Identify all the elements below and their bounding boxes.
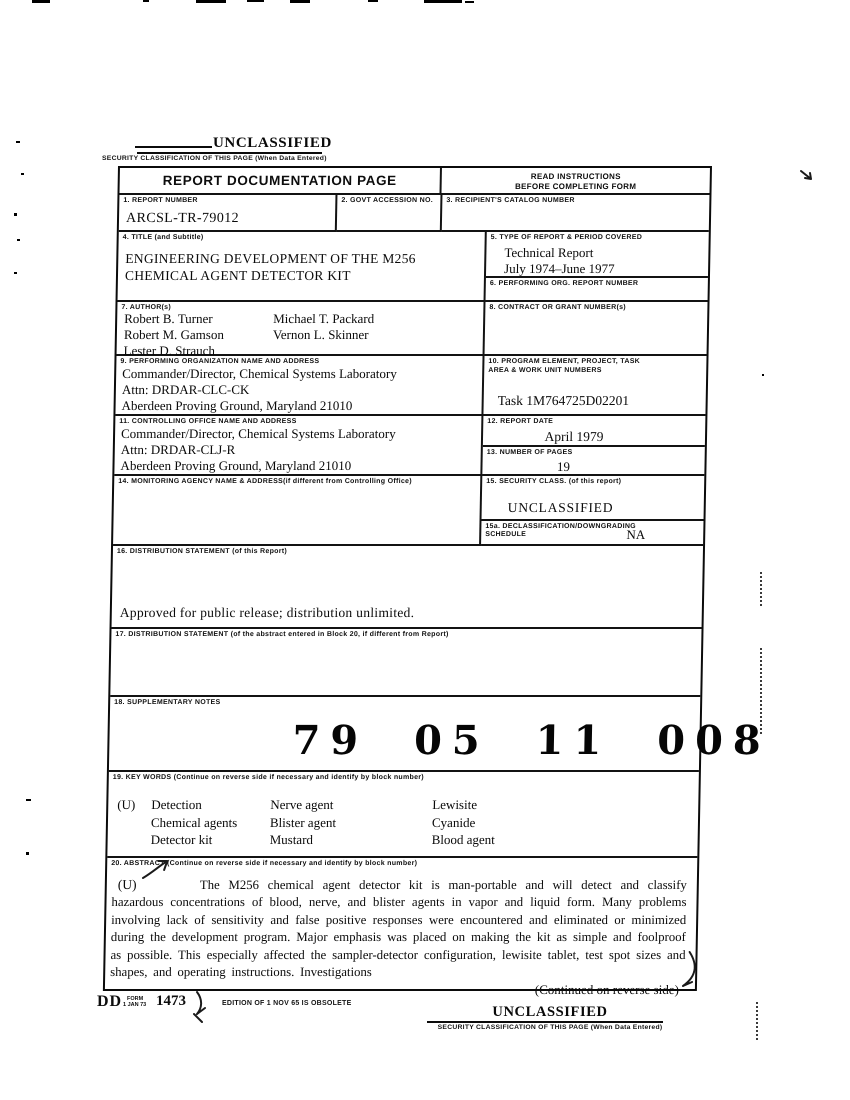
dd-mark: DD [97, 993, 123, 1010]
block1-value: ARCSL-TR-79012 [125, 210, 240, 226]
keyword: Chemical agents [150, 814, 238, 830]
block6-performing-org-number [486, 278, 708, 302]
block3-label: 3. RECIPIENT'S CATALOG NUMBER [446, 197, 575, 204]
block18-label: 18. SUPPLEMENTARY NOTES [114, 699, 221, 706]
block5-value-line2: July 1974–June 1977 [503, 261, 615, 276]
abstract-continued-note: (Continued on reverse side) [534, 982, 680, 997]
block8-contract-number [485, 302, 708, 356]
block15-label: 15. SECURITY CLASS. (of this report) [486, 478, 622, 485]
scan-speck [14, 272, 17, 274]
block13-value: 19 [556, 458, 571, 474]
block18-supplementary-notes [109, 697, 772, 772]
block10-label: 10. PROGRAM ELEMENT, PROJECT, TASK AREA & WORK UNIT NUMBERS [488, 358, 641, 374]
address-line: Attn: DRDAR-CLJ-R [120, 442, 236, 457]
scan-speck [26, 852, 29, 855]
date-stamp: 79 05 11 008 [292, 717, 772, 764]
block16-label: 16. DISTRIBUTION STATEMENT (of this Report) [116, 548, 288, 555]
keyword: Nerve agent [270, 797, 334, 812]
block10-value: Task 1M764725D02201 [497, 393, 630, 408]
scan-dotted-line [756, 1002, 758, 1040]
author: Robert M. Gamson [123, 327, 225, 342]
block15a-value: NA [626, 527, 646, 542]
dd-form-word: FORM [127, 996, 144, 1002]
block6-label: 6. PERFORMING ORG. REPORT NUMBER [489, 280, 639, 287]
block9-performing-org [115, 356, 484, 416]
author: Lester D. Strauch [123, 343, 216, 358]
pen-check-mark [798, 168, 818, 186]
block4-label: 4. TITLE (and Subtitle) [122, 234, 204, 241]
bottom-underline [427, 1021, 663, 1023]
scan-speck [424, 0, 462, 3]
block1-report-number [119, 195, 338, 232]
scan-speck [196, 0, 226, 3]
scan-speck [290, 0, 310, 3]
read-instructions-line2: BEFORE COMPLETING FORM [514, 182, 637, 191]
dd-form-edition-stack [123, 996, 146, 1008]
bottom-classification: UNCLASSIFIED [492, 1004, 608, 1020]
block14-monitoring-agency [113, 476, 482, 546]
address-line: Aberdeen Proving Ground, Maryland 21010 [121, 398, 353, 413]
block15-value: UNCLASSIFIED [507, 500, 614, 515]
block12-label: 12. REPORT DATE [487, 418, 554, 425]
block7-authors [117, 302, 486, 356]
block11-label: 11. CONTROLLING OFFICE NAME AND ADDRESS [119, 418, 297, 425]
block5-value-line1: Technical Report [504, 244, 594, 260]
address-line: Aberdeen Proving Ground, Maryland 21010 [120, 458, 352, 473]
block4-value: ENGINEERING DEVELOPMENT OF THE M256 CHEMICAL AGENT DETECTOR KIT [124, 250, 416, 283]
pen-slash-mark [193, 990, 215, 1024]
block5-report-type [486, 232, 709, 278]
keyword: Mustard [269, 832, 314, 847]
block9-label: 9. PERFORMING ORGANIZATION NAME AND ADDRESS [120, 358, 320, 365]
read-instructions-cell [441, 168, 709, 195]
abstract-marker: (U) [117, 877, 137, 892]
keyword: Cyanide [431, 814, 476, 830]
block13-label: 13. NUMBER OF PAGES [486, 449, 573, 456]
author: Michael T. Packard [273, 311, 375, 326]
block5-label: 5. TYPE OF REPORT & PERIOD COVERED [490, 234, 643, 241]
block10-program-element [483, 356, 706, 416]
dd-form-date: 1 JAN 73 [123, 1002, 147, 1008]
scan-speck [14, 213, 17, 216]
address-line: Commander/Director, Chemical Systems Laboratory [120, 426, 396, 441]
scan-speck [17, 239, 20, 241]
abstract-text: The M256 chemical agent detector kit is man-portable and will detect and classify hazardous concentrations of blood, nerve, and blister agents in vapor and liquid form. Many problems involving lack of sensitivity and false positive responses were encountered and eliminated or minimized during the development program. Major emphasis was placed on making the kit as simple and foolproof as possible. This especially affected the sampler-detector configuration, lewisite tablet, test spot sizes and shapes, and operating instructions. Investigations [110, 878, 687, 980]
block4-title [118, 232, 487, 302]
block20-abstract [105, 858, 697, 997]
scan-speck [16, 141, 20, 143]
scan-speck [368, 0, 378, 2]
top-classification-caption: SECURITY CLASSIFICATION OF THIS PAGE (When Data Entered) [102, 155, 327, 162]
dd-form-1473 [103, 166, 772, 997]
scan-speck [143, 0, 149, 2]
top-classification: UNCLASSIFIED [213, 135, 332, 151]
top-pre-rule [135, 146, 212, 148]
address-line: Commander/Director, Chemical Systems Laboratory [122, 366, 397, 381]
author: Vernon L. Skinner [272, 327, 369, 342]
block13-number-of-pages [482, 447, 705, 476]
scan-dotted-line [760, 572, 762, 606]
author: Robert B. Turner [124, 311, 213, 326]
keyword: Detector kit [150, 832, 213, 847]
block8-label: 8. CONTRACT OR GRANT NUMBER(s) [489, 304, 627, 311]
block20-label: 20. ABSTRACT (Continue on reverse side if necessary and identify by block number) [111, 860, 418, 867]
block2-label: 2. GOVT ACCESSION NO. [341, 197, 434, 204]
bottom-classification-caption: SECURITY CLASSIFICATION OF THIS PAGE (When Data Entered) [437, 1024, 663, 1031]
form-title-cell [119, 168, 441, 195]
block19-key-words [107, 772, 699, 858]
block15a-declassification [481, 521, 703, 546]
keywords-column-2 [269, 796, 336, 849]
scan-speck [26, 799, 31, 801]
pen-curve-mark [673, 950, 700, 992]
block12-report-date [483, 416, 706, 447]
block15-security-class [481, 476, 704, 521]
block2-govt-accession [337, 195, 443, 232]
block19-label: 19. KEY WORDS (Continue on reverse side if necessary and identify by block number) [112, 774, 425, 781]
block16-value: Approved for public release; distribution unlimited. [119, 605, 415, 620]
keyword: Lewisite [432, 797, 478, 812]
scan-speck [32, 0, 50, 3]
scan-speck [247, 0, 264, 2]
block3-recipients-catalog [442, 195, 710, 232]
address-line: Attn: DRDAR-CLC-CK [121, 382, 250, 397]
keyword: Blister agent [269, 814, 337, 830]
block16-distribution-statement [112, 546, 704, 629]
block1-label: 1. REPORT NUMBER [123, 197, 198, 204]
keywords-column-1 [150, 796, 237, 849]
dd-form-number: 1473 [156, 993, 186, 1009]
scan-speck [21, 173, 24, 175]
block15a-label: 15a. DECLASSIFICATION/DOWNGRADING SCHEDULE [485, 523, 637, 538]
form-title: REPORT DOCUMENTATION PAGE [162, 173, 397, 188]
scan-speck [465, 1, 474, 3]
keyword: Detection [151, 797, 202, 812]
keyword: Blood agent [431, 832, 495, 847]
block12-value: April 1979 [544, 428, 604, 444]
keywords-marker: (U) [117, 797, 136, 812]
block11-controlling-office [114, 416, 483, 476]
read-instructions-line1: READ INSTRUCTIONS [530, 172, 621, 181]
top-underline [137, 152, 322, 154]
block7-label: 7. AUTHOR(s) [121, 304, 172, 311]
block17-distribution-statement-abstract [110, 629, 701, 697]
keywords-column-3 [431, 796, 495, 849]
block14-label: 14. MONITORING AGENCY NAME & ADDRESS(if different from Controlling Office) [118, 478, 412, 485]
edition-note: EDITION OF 1 NOV 65 IS OBSOLETE [222, 1000, 352, 1007]
block17-label: 17. DISTRIBUTION STATEMENT (of the abstract entered in Block 20, if different from Report) [115, 631, 449, 638]
scan-speck [762, 374, 764, 376]
